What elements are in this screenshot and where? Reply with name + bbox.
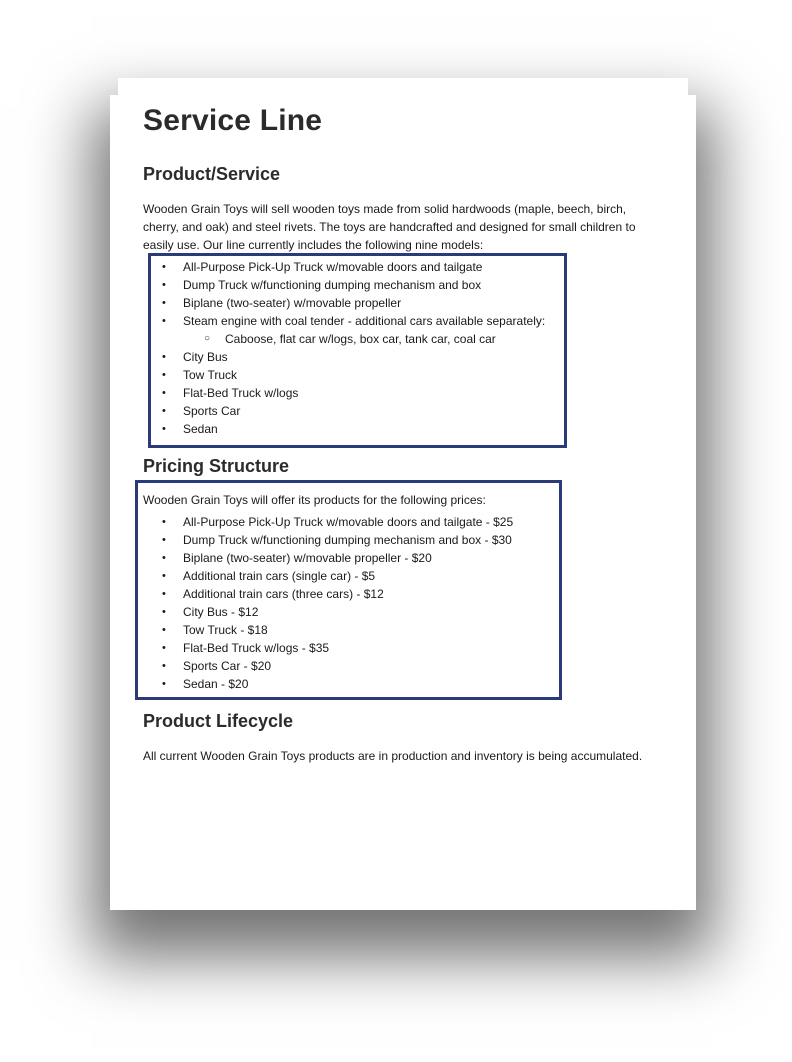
list-item: • Additional train cars (three cars) - $12 — [143, 585, 513, 603]
list-item: • Sports Car - $20 — [143, 657, 513, 675]
list-item: • Steam engine with coal tender - additional cars available separately: — [143, 312, 545, 330]
list-item: • Dump Truck w/functioning dumping mechanism and box - $30 — [143, 531, 513, 549]
product-service-intro — [143, 200, 668, 254]
section-heading-pricing: Pricing Structure — [143, 456, 290, 476]
document-page — [118, 78, 688, 888]
list-item: • Tow Truck — [143, 366, 545, 384]
list-item: • Flat-Bed Truck w/logs - $35 — [143, 639, 513, 657]
product-list — [143, 258, 545, 438]
list-item: • Sports Car — [143, 402, 545, 420]
list-item: • Biplane (two-seater) w/movable propeller - $20 — [143, 549, 513, 567]
list-item: • All-Purpose Pick-Up Truck w/movable doors and tailgate — [143, 258, 545, 276]
list-item: • Sedan - $20 — [143, 675, 513, 693]
list-item: • Biplane (two-seater) w/movable propeller — [143, 294, 545, 312]
list-item: • Tow Truck - $18 — [143, 621, 513, 639]
section-heading-product-service: Product/Service — [143, 164, 281, 184]
list-item: • Dump Truck w/functioning dumping mechanism and box — [143, 276, 545, 294]
list-item: • All-Purpose Pick-Up Truck w/movable doors and tailgate - $25 — [143, 513, 513, 531]
pricing-intro: Wooden Grain Toys will offer its products for the following prices: — [143, 493, 486, 507]
intro-line: cherry, and oak) and steel rivets. The toys are handcrafted and designed for small children to — [143, 220, 636, 234]
page-title: Service Line — [143, 104, 323, 137]
lifecycle-text: All current Wooden Grain Toys products are in production and inventory is being accumulated. — [143, 749, 643, 763]
intro-line: Wooden Grain Toys will sell wooden toys made from solid hardwoods (maple, beech, birch, — [143, 202, 627, 216]
list-item: • Sedan — [143, 420, 545, 438]
pricing-list — [143, 513, 513, 693]
list-item: • Additional train cars (single car) - $5 — [143, 567, 513, 585]
list-item: • City Bus - $12 — [143, 603, 513, 621]
list-item: • Flat-Bed Truck w/logs — [143, 384, 545, 402]
sub-list-item: ○ Caboose, flat car w/logs, box car, tank car, coal car — [143, 330, 545, 348]
list-item: • City Bus — [143, 348, 545, 366]
section-heading-lifecycle: Product Lifecycle — [143, 711, 294, 731]
intro-line: easily use. Our line currently includes the following nine models: — [143, 238, 484, 252]
